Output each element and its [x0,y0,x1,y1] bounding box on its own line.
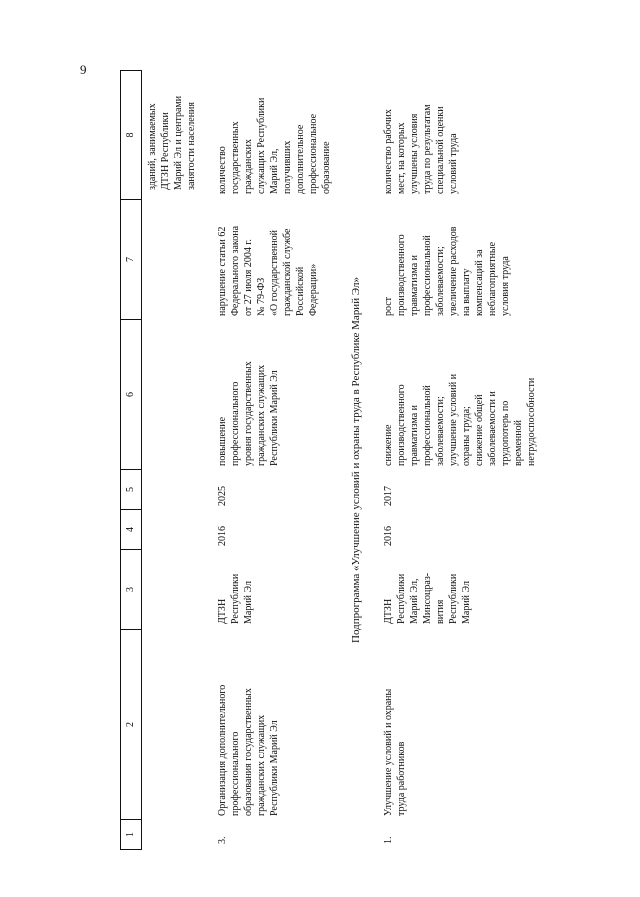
header-col-7: 7 [121,200,141,320]
row3-executor: ДТЗН Республики Марий Эл [217,573,254,624]
row3-start-year: 2016 [217,526,228,546]
row1-executor: ДТЗН Республики Марий Эл, Минсоцраз- вития Республики Марий Эл [383,572,472,624]
header-col-8: 8 [121,70,141,200]
header-col-3: 3 [121,550,141,630]
row1-name: Улучшение условий и охраны труда работников [383,688,407,816]
header-col-2: 2 [121,630,141,820]
prev-row-indicator: зданий, занимаемых ДТЗН Республики Марий Эл и центрами занятости населения [147,95,197,190]
header-col-5: 5 [121,470,141,510]
row1-start-year: 2016 [383,526,394,546]
row1-indicator: количество рабочих мест, на которых улучшены условия труда по результатам специальной оценки условий труда [383,104,459,194]
page-number: 9 [80,62,87,77]
row3-indicator: количество государственных гражданских служащих Республики Марий Эл, получивших дополнительное профессиональное образование [217,97,332,194]
row3-end-year: 2025 [217,486,228,506]
row3-number: 3. [217,836,228,844]
header-col-1: 1 [121,820,141,850]
rotated-table [120,70,640,850]
row1-number: 1. [383,836,394,844]
header-col-4: 4 [121,510,141,550]
row1-end-year: 2017 [383,486,394,506]
subprogram-title: Подпрограмма «Улучшение условий и охраны труда в Республике Марий Эл» [350,277,362,643]
row1-consequence: рост производственного травматизма и профессиональной заболеваемости; увеличение расходов на выплату компенсаций за неблагоприятные условия труда [383,226,511,316]
row3-consequence: нарушение статьи 62 Федерального закона от 27 июля 2004 г. № 79-ФЗ «О государственной гражданской службе Российской Федерации» [217,225,319,316]
row3-expected-result: повышение профессионального уровня государственных гражданских служащих Республики Марий Эл [217,361,280,466]
row1-expected-result: снижение производственного травматизма и профессиональной заболеваемости; улучшение условий и охраны труда; снижение общей заболеваемости и трудопотерь по временной нетрудоспособности [383,373,537,466]
header-col-6: 6 [121,320,141,470]
row3-name: Организация дополнительного профессионального образования государственных гражданских служащих Республики Марий Эл [217,684,280,816]
table-header [120,70,142,850]
